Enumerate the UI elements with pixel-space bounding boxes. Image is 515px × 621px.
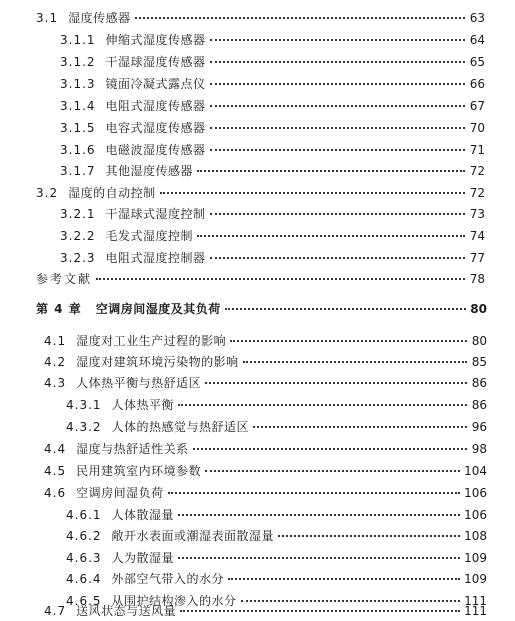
dot-leader <box>210 83 465 85</box>
dot-leader <box>160 192 465 194</box>
dot-leader <box>278 535 460 537</box>
toc-entry <box>44 334 487 348</box>
toc-entry <box>66 508 487 522</box>
toc-title: 其他湿度传感器 <box>105 164 194 178</box>
toc-page-number: 72 <box>469 164 485 178</box>
toc-page-number: 63 <box>469 11 485 25</box>
dot-leader <box>210 257 465 259</box>
toc-title: 外部空气带入的水分 <box>111 572 225 586</box>
toc-entry <box>60 229 485 243</box>
toc-page-number: 70 <box>469 121 485 135</box>
toc-number: 4.6.4 <box>66 572 102 586</box>
toc-entry <box>36 11 485 25</box>
toc-entry <box>36 186 485 200</box>
toc-number: 4.2 <box>44 355 67 369</box>
toc-number: 4.1 <box>44 334 67 348</box>
toc-title: 人体热平衡 <box>111 398 175 412</box>
dot-leader <box>225 308 467 310</box>
toc-page-number: 111 <box>464 604 487 618</box>
toc-title: 空调房间湿负荷 <box>76 486 164 500</box>
dot-leader <box>197 235 465 237</box>
toc-title: 伸缩式湿度传感器 <box>105 33 206 47</box>
toc-page-number: 108 <box>464 529 487 543</box>
toc-page-number: 67 <box>469 99 485 113</box>
toc-entry <box>66 398 487 412</box>
chapter-title: 空调房间湿度及其负荷 <box>95 302 221 316</box>
dot-leader <box>210 127 465 129</box>
toc-number: 4.6.5 <box>66 594 102 608</box>
toc-entry <box>60 33 485 47</box>
toc-number: 4.6.3 <box>66 551 102 565</box>
toc-number: 3.1.1 <box>60 33 96 47</box>
toc-title: 电容式湿度传感器 <box>105 121 206 135</box>
toc-entry <box>60 121 485 135</box>
toc-page-number: 109 <box>464 551 487 565</box>
toc-number: 3.1.4 <box>60 99 96 113</box>
dot-leader <box>205 470 460 472</box>
toc-page-number: 80 <box>470 302 487 316</box>
toc-entry <box>60 55 485 69</box>
toc-entry <box>66 572 487 586</box>
dot-leader <box>178 514 460 516</box>
toc-entry <box>66 529 487 543</box>
dot-leader <box>210 61 465 63</box>
toc-number: 4.5 <box>44 464 67 478</box>
toc-number: 4.6.2 <box>66 529 102 543</box>
toc-entry <box>44 464 487 478</box>
toc-title: 电阻式湿度控制器 <box>105 251 206 265</box>
toc-entry <box>60 207 485 221</box>
toc-title: 电阻式湿度传感器 <box>105 99 206 113</box>
toc-title: 湿度对建筑环境污染物的影响 <box>76 355 239 369</box>
toc-number: 4.4 <box>44 442 67 456</box>
toc-title: 人体热平衡与热舒适区 <box>76 376 202 390</box>
toc-number: 4.3 <box>44 376 67 390</box>
dot-leader <box>193 448 467 450</box>
toc-page-number: 64 <box>469 33 485 47</box>
toc-entry <box>44 376 487 390</box>
toc-entry <box>66 551 487 565</box>
toc-entry <box>60 99 485 113</box>
dot-leader <box>168 492 460 494</box>
toc-page-number: 65 <box>469 55 485 69</box>
dot-leader <box>243 361 467 363</box>
dot-leader <box>178 557 460 559</box>
toc-title: 人为散湿量 <box>111 551 175 565</box>
toc-title: 敞开水表面或潮湿表面散湿量 <box>111 529 275 543</box>
toc-title: 镜面冷凝式露点仪 <box>105 77 206 91</box>
chapter-number: 第 4 章 <box>36 302 82 316</box>
toc-page-number: 73 <box>469 207 485 221</box>
toc-number: 3.1.6 <box>60 143 96 157</box>
dot-leader <box>197 170 465 172</box>
toc-number: 3.2.2 <box>60 229 96 243</box>
toc-entry <box>60 251 485 265</box>
toc-number: 3.1.3 <box>60 77 96 91</box>
toc-page-number: 80 <box>471 334 487 348</box>
toc-entry <box>44 442 487 456</box>
toc-entry-references <box>36 272 485 286</box>
toc-title: 从围护结构渗入的水分 <box>111 594 237 608</box>
dot-leader <box>228 578 460 580</box>
dot-leader <box>230 340 467 342</box>
dot-leader <box>135 17 465 19</box>
toc-page-number: 72 <box>469 186 485 200</box>
dot-leader <box>178 404 467 406</box>
toc-page-number: 106 <box>464 508 487 522</box>
toc-entry <box>44 604 487 618</box>
toc-title: 参考文献 <box>36 272 93 286</box>
toc-entry <box>60 164 485 178</box>
toc-entry <box>60 77 485 91</box>
toc-title: 民用建筑室内环境参数 <box>76 464 202 478</box>
toc-title: 干湿球式湿度控制 <box>105 207 206 221</box>
toc-title: 人体散湿量 <box>111 508 175 522</box>
toc-number: 3.1.7 <box>60 164 96 178</box>
toc-page-number: 96 <box>471 420 487 434</box>
toc-page-number: 66 <box>469 77 485 91</box>
dot-leader <box>241 600 461 602</box>
dot-leader <box>96 278 465 280</box>
toc-page-number: 77 <box>469 251 485 265</box>
toc-number: 3.2.3 <box>60 251 96 265</box>
toc-number: 3.1 <box>36 11 59 25</box>
toc-number: 3.1.2 <box>60 55 96 69</box>
toc-page-number: 111 <box>464 594 487 608</box>
toc-entry <box>66 420 487 434</box>
toc-number: 3.2 <box>36 186 59 200</box>
toc-page-number: 98 <box>471 442 487 456</box>
dot-leader <box>253 426 467 428</box>
toc-page-number: 104 <box>464 464 487 478</box>
toc-chapter-heading <box>36 302 487 316</box>
toc-number: 3.1.5 <box>60 121 96 135</box>
toc-page-number: 106 <box>464 486 487 500</box>
toc-title: 送风状态与送风量 <box>76 604 177 618</box>
toc-title: 湿度对工业生产过程的影响 <box>76 334 227 348</box>
toc-title: 湿度的自动控制 <box>68 186 156 200</box>
dot-leader <box>210 39 465 41</box>
toc-number: 4.3.2 <box>66 420 102 434</box>
toc-page-number: 78 <box>469 272 485 286</box>
toc-page-number: 86 <box>471 398 487 412</box>
dot-leader <box>210 105 465 107</box>
toc-title: 电磁波湿度传感器 <box>105 143 206 157</box>
toc-title: 干湿球湿度传感器 <box>105 55 206 69</box>
dot-leader <box>210 213 465 215</box>
toc-title: 湿度与热舒适性关系 <box>76 442 189 456</box>
toc-page-number: 109 <box>464 572 487 586</box>
toc-page-number: 74 <box>469 229 485 243</box>
toc-number: 4.6 <box>44 486 67 500</box>
toc-page-number: 71 <box>469 143 485 157</box>
toc-title: 湿度传感器 <box>68 11 131 25</box>
toc-entry <box>44 355 487 369</box>
toc-entry <box>44 486 487 500</box>
dot-leader <box>205 382 467 384</box>
toc-title: 毛发式湿度控制 <box>105 229 194 243</box>
toc-number: 3.2.1 <box>60 207 96 221</box>
toc-title: 人体的热感觉与热舒适区 <box>111 420 250 434</box>
toc-page-number: 86 <box>471 376 487 390</box>
toc-entry <box>60 143 485 157</box>
toc-number: 4.6.1 <box>66 508 102 522</box>
dot-leader <box>180 610 460 612</box>
toc-number: 4.3.1 <box>66 398 102 412</box>
toc-page-number: 85 <box>471 355 487 369</box>
toc-number: 4.7 <box>44 604 67 618</box>
dot-leader <box>210 149 465 151</box>
